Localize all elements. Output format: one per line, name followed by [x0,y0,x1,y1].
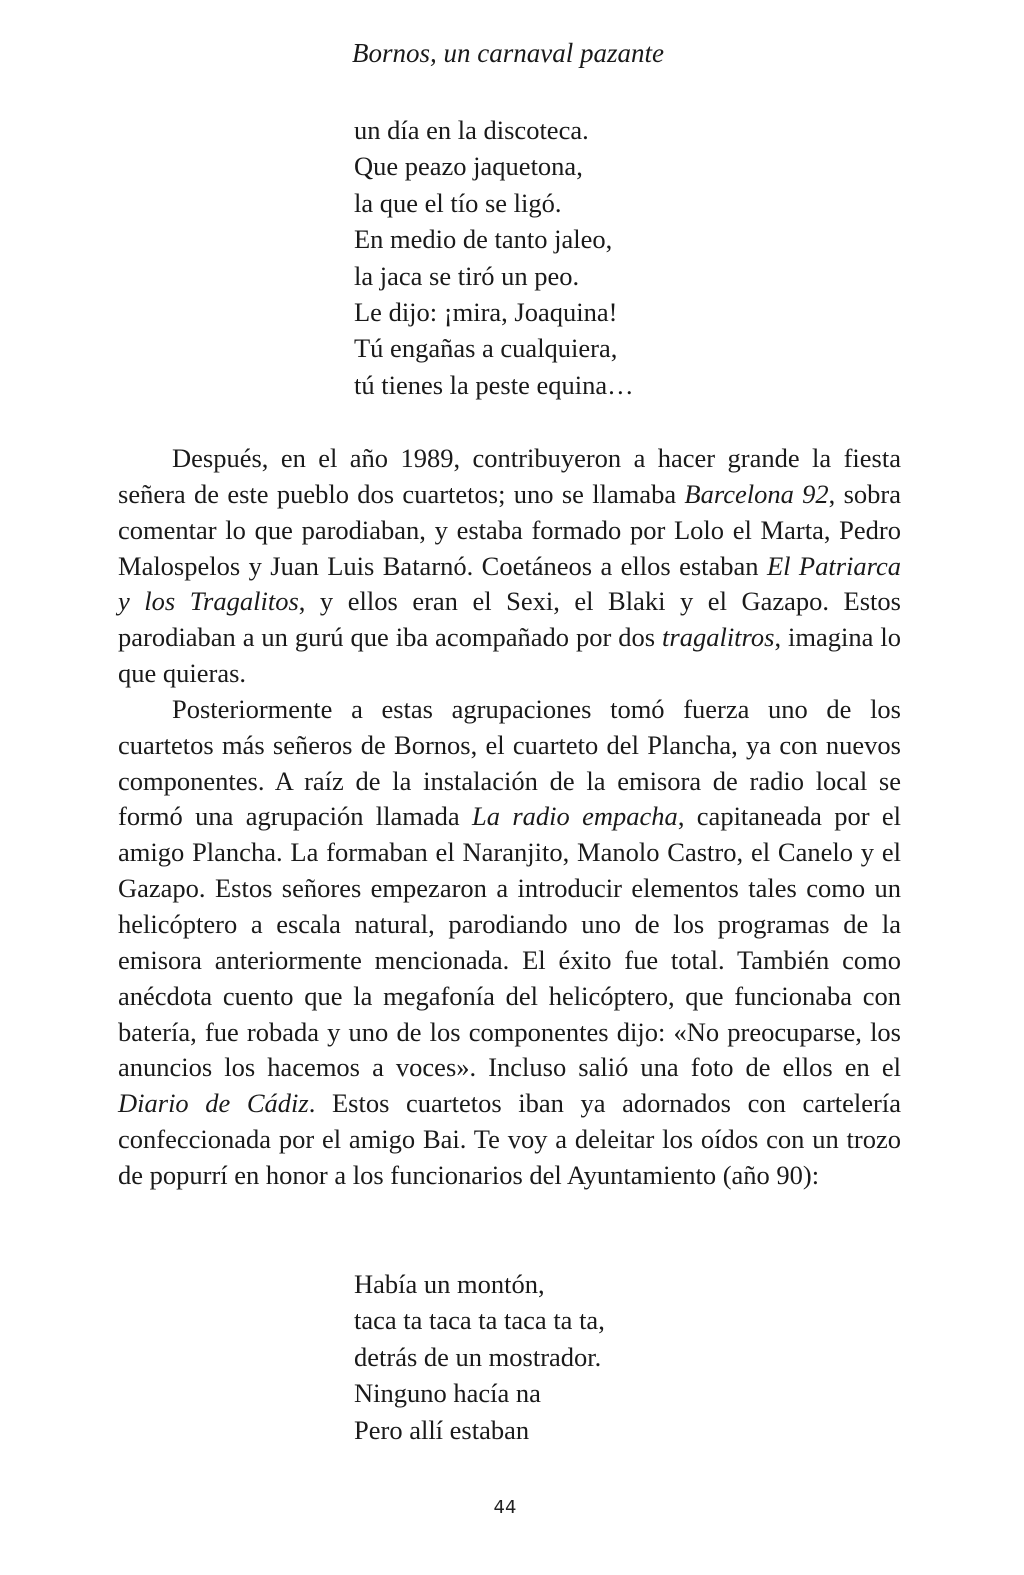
text-run: , y ellos eran el Sexi, el Blaki y el Gazapo. Estos parodiaban a un gurú que iba acompañado por dos [118,586,901,653]
paragraph-1 [118,441,901,692]
verse-block-top [354,112,634,403]
italic-term: tragalitros [662,622,775,653]
italic-title: El Patriarca y los Tragalitos [118,550,901,617]
verse-line: Ninguno hacía na [354,1378,541,1409]
verse-line: En medio de tanto jaleo, [354,224,613,255]
italic-title: Diario de Cádiz [118,1088,309,1119]
book-title: Bornos, un carnaval pazante [352,38,664,68]
verse-line: tú tienes la peste equina… [354,369,634,400]
verse-block-bottom [354,1266,605,1448]
paragraph-2 [118,692,901,1194]
italic-title: Barcelona 92 [684,478,829,509]
text-run: , capitaneada por el amigo Plancha. La formaban el Naranjito, Manolo Castro, el Canelo y el Gazapo. Estos señores empezaron a introducir elementos tales como un helicóptero a escala natural, parodiando uno de los programas de la emisora anteriormente mencionada. El éxito fue total. También como anécdota cuento que la megafonía del helicóptero, que funcionaba con batería, fue robada y uno de los componentes dijo: «No preocuparse, los anuncios los hacemos a voces». Incluso salió una foto de ellos en el [118,801,901,1083]
text-run: , sobra comentar lo que parodiaban, y estaba formado por Lolo el Marta, Pedro Malospelos y Juan Luis Batarnó. Coetáneos a ellos estaban [118,478,902,581]
verse-line: Pero allí estaban [354,1414,530,1445]
text-run: Después, en el año 1989, contribuyeron a hacer grande la fiesta señera de este pueblo dos cuartetos; uno se llamaba [118,443,901,509]
verse-line: detrás de un mostrador. [354,1341,602,1372]
body-text [118,441,901,1194]
verse-line: la jaca se tiró un peo. [354,260,580,291]
text-run: Posteriormente a estas agrupaciones tomó fuerza uno de los cuartetos más señeros de Bornos, el cuarteto del Plancha, ya con nuevos componentes. A raíz de la instalación de la emisora de radio local se formó una agrupación llamada [118,693,901,832]
page-number: 44 [493,1497,517,1518]
verse-line: Tú engañas a cualquiera, [354,333,618,364]
verse-line: Le dijo: ¡mira, Joaquina! [354,297,618,328]
verse-line: la que el tío se ligó. [354,187,562,218]
text-run: , imagina lo que quieras. [118,622,901,689]
verse-line: Que peazo jaquetona, [354,151,583,182]
verse-line: taca ta taca ta taca ta ta, [354,1305,605,1336]
text-run: . Estos cuartetos iban ya adornados con cartelería confeccionada por el amigo Bai. Te voy a deleitar los oídos con un trozo de popurrí en honor a los funcionarios del Ayuntamiento (año 90): [118,1088,901,1190]
verse-line: Había un montón, [354,1269,545,1299]
italic-title: La radio empacha [472,801,678,832]
verse-line: un día en la discoteca. [354,115,589,145]
